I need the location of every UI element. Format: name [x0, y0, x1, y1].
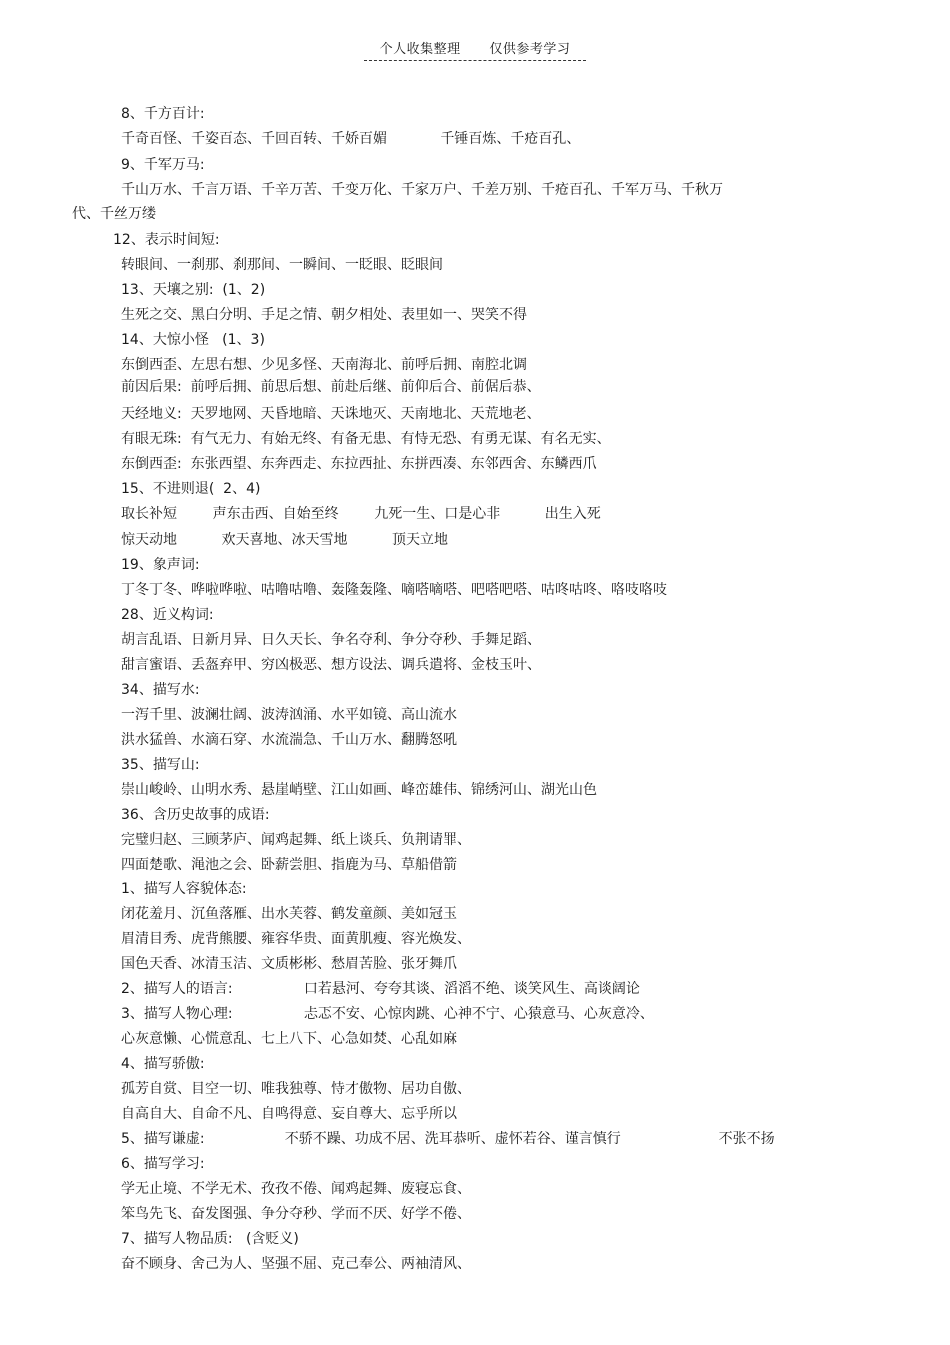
text-line: 眉清目秀、虎背熊腰、雍容华贵、面黄肌瘦、容光焕发、 — [121, 931, 471, 947]
text-line: 生死之交、黑白分明、手足之情、朝夕相处、表里如一、哭笑不得 — [121, 307, 527, 323]
text-line: 国色天香、冰清玉洁、文质彬彬、愁眉苦脸、张牙舞爪 — [121, 956, 457, 972]
text-line: 5、描写谦虚: 不骄不躁、功成不居、洗耳恭听、虚怀若谷、谨言慎行 不张不扬 — [121, 1131, 775, 1147]
header-left-text: 个人收集整理 — [379, 42, 461, 57]
text-line: 36、含历史故事的成语: — [121, 807, 270, 823]
text-line: 14、大惊小怪 (1、3) — [121, 332, 265, 348]
text-line: 完璧归赵、三顾茅庐、闻鸡起舞、纸上谈兵、负荆请罪、 — [121, 832, 471, 848]
text-line: 15、不进则退( 2、4) — [121, 481, 261, 497]
text-line: 自高自大、自命不凡、自鸣得意、妄自尊大、忘乎所以 — [121, 1106, 457, 1122]
text-line: 洪水猛兽、水滴石穿、水流湍急、千山万水、翻腾怒吼 — [121, 732, 457, 748]
text-line: 惊天动地 欢天喜地、冰天雪地 顶天立地 — [121, 532, 449, 548]
header-underline — [364, 38, 587, 61]
header-right-text: 仅供参考学习 — [489, 42, 571, 57]
text-line: 代、千丝万缕 — [72, 206, 156, 222]
text-line: 3、描写人物心理: 忐忑不安、心惊肉跳、心神不宁、心猿意马、心灰意冷、 — [121, 1006, 654, 1022]
text-line: 7、描写人物品质: (含贬义) — [121, 1231, 299, 1247]
text-line: 闭花羞月、沉鱼落雁、出水芙蓉、鹤发童颜、美如冠玉 — [121, 906, 457, 922]
text-line: 19、象声词: — [121, 557, 200, 573]
text-line: 取长补短 声东击西、自始至终 九死一生、口是心非 出生入死 — [121, 506, 601, 522]
text-line: 8、千方百计: — [121, 106, 205, 122]
text-line: 前因后果: 前呼后拥、前思后想、前赴后继、前仰后合、前倨后恭、 — [121, 379, 541, 395]
text-line: 2、描写人的语言: 口若悬河、夸夸其谈、滔滔不绝、谈笑风生、高谈阔论 — [121, 981, 640, 997]
text-line: 笨鸟先飞、奋发图强、争分夺秒、学而不厌、好学不倦、 — [121, 1206, 471, 1222]
text-line: 1、描写人容貌体态: — [121, 881, 247, 897]
text-line: 东倒西歪: 东张西望、东奔西走、东拉西扯、东拼西凑、东邻西舍、东鳞西爪 — [121, 456, 597, 472]
text-line: 28、近义构词: — [121, 607, 214, 623]
text-line: 6、描写学习: — [121, 1156, 205, 1172]
text-line: 奋不顾身、舍己为人、坚强不屈、克己奉公、两袖清风、 — [121, 1256, 471, 1272]
text-line: 丁冬丁冬、哗啦哗啦、咕噜咕噜、轰隆轰隆、嘀嗒嘀嗒、吧嗒吧嗒、咕咚咕咚、咯吱咯吱 — [121, 582, 667, 598]
text-line: 崇山峻岭、山明水秀、悬崖峭壁、江山如画、峰峦雄伟、锦绣河山、湖光山色 — [121, 782, 597, 798]
text-line: 甜言蜜语、丢盔弃甲、穷凶极恶、想方设法、调兵遣将、金枝玉叶、 — [121, 657, 541, 673]
page-header — [0, 38, 950, 61]
text-line: 有眼无珠: 有气无力、有始无终、有备无患、有恃无恐、有勇无谋、有名无实、 — [121, 431, 611, 447]
text-line: 四面楚歌、渑池之会、卧薪尝胆、指鹿为马、草船借箭 — [121, 857, 457, 873]
text-line: 12、表示时间短: — [113, 232, 220, 248]
text-line: 千奇百怪、千姿百态、千回百转、千娇百媚 千锤百炼、千疮百孔、 — [121, 131, 581, 147]
text-line: 学无止境、不学无术、孜孜不倦、闻鸡起舞、废寝忘食、 — [121, 1181, 471, 1197]
text-line: 胡言乱语、日新月异、日久天长、争名夺利、争分夺秒、手舞足蹈、 — [121, 632, 541, 648]
text-line: 34、描写水: — [121, 682, 200, 698]
text-line: 9、千军万马: — [121, 157, 205, 173]
text-line: 天经地义: 天罗地网、天昏地暗、天诛地灭、天南地北、天荒地老、 — [121, 406, 541, 422]
text-line: 孤芳自赏、目空一切、唯我独尊、恃才傲物、居功自傲、 — [121, 1081, 471, 1097]
text-line: 35、描写山: — [121, 757, 200, 773]
text-line: 4、描写骄傲: — [121, 1056, 205, 1072]
text-line: 一泻千里、波澜壮阔、波涛汹涌、水平如镜、高山流水 — [121, 707, 457, 723]
text-line: 东倒西歪、左思右想、少见多怪、天南海北、前呼后拥、南腔北调 — [121, 357, 527, 373]
text-line: 转眼间、一刹那、刹那间、一瞬间、一眨眼、眨眼间 — [121, 257, 443, 273]
text-line: 13、天壤之别: (1、2) — [121, 282, 266, 298]
text-line: 千山万水、千言万语、千辛万苦、千变万化、千家万户、千差万别、千疮百孔、千军万马、千秋万 — [121, 182, 723, 198]
text-line: 心灰意懒、心慌意乱、七上八下、心急如焚、心乱如麻 — [121, 1031, 457, 1047]
